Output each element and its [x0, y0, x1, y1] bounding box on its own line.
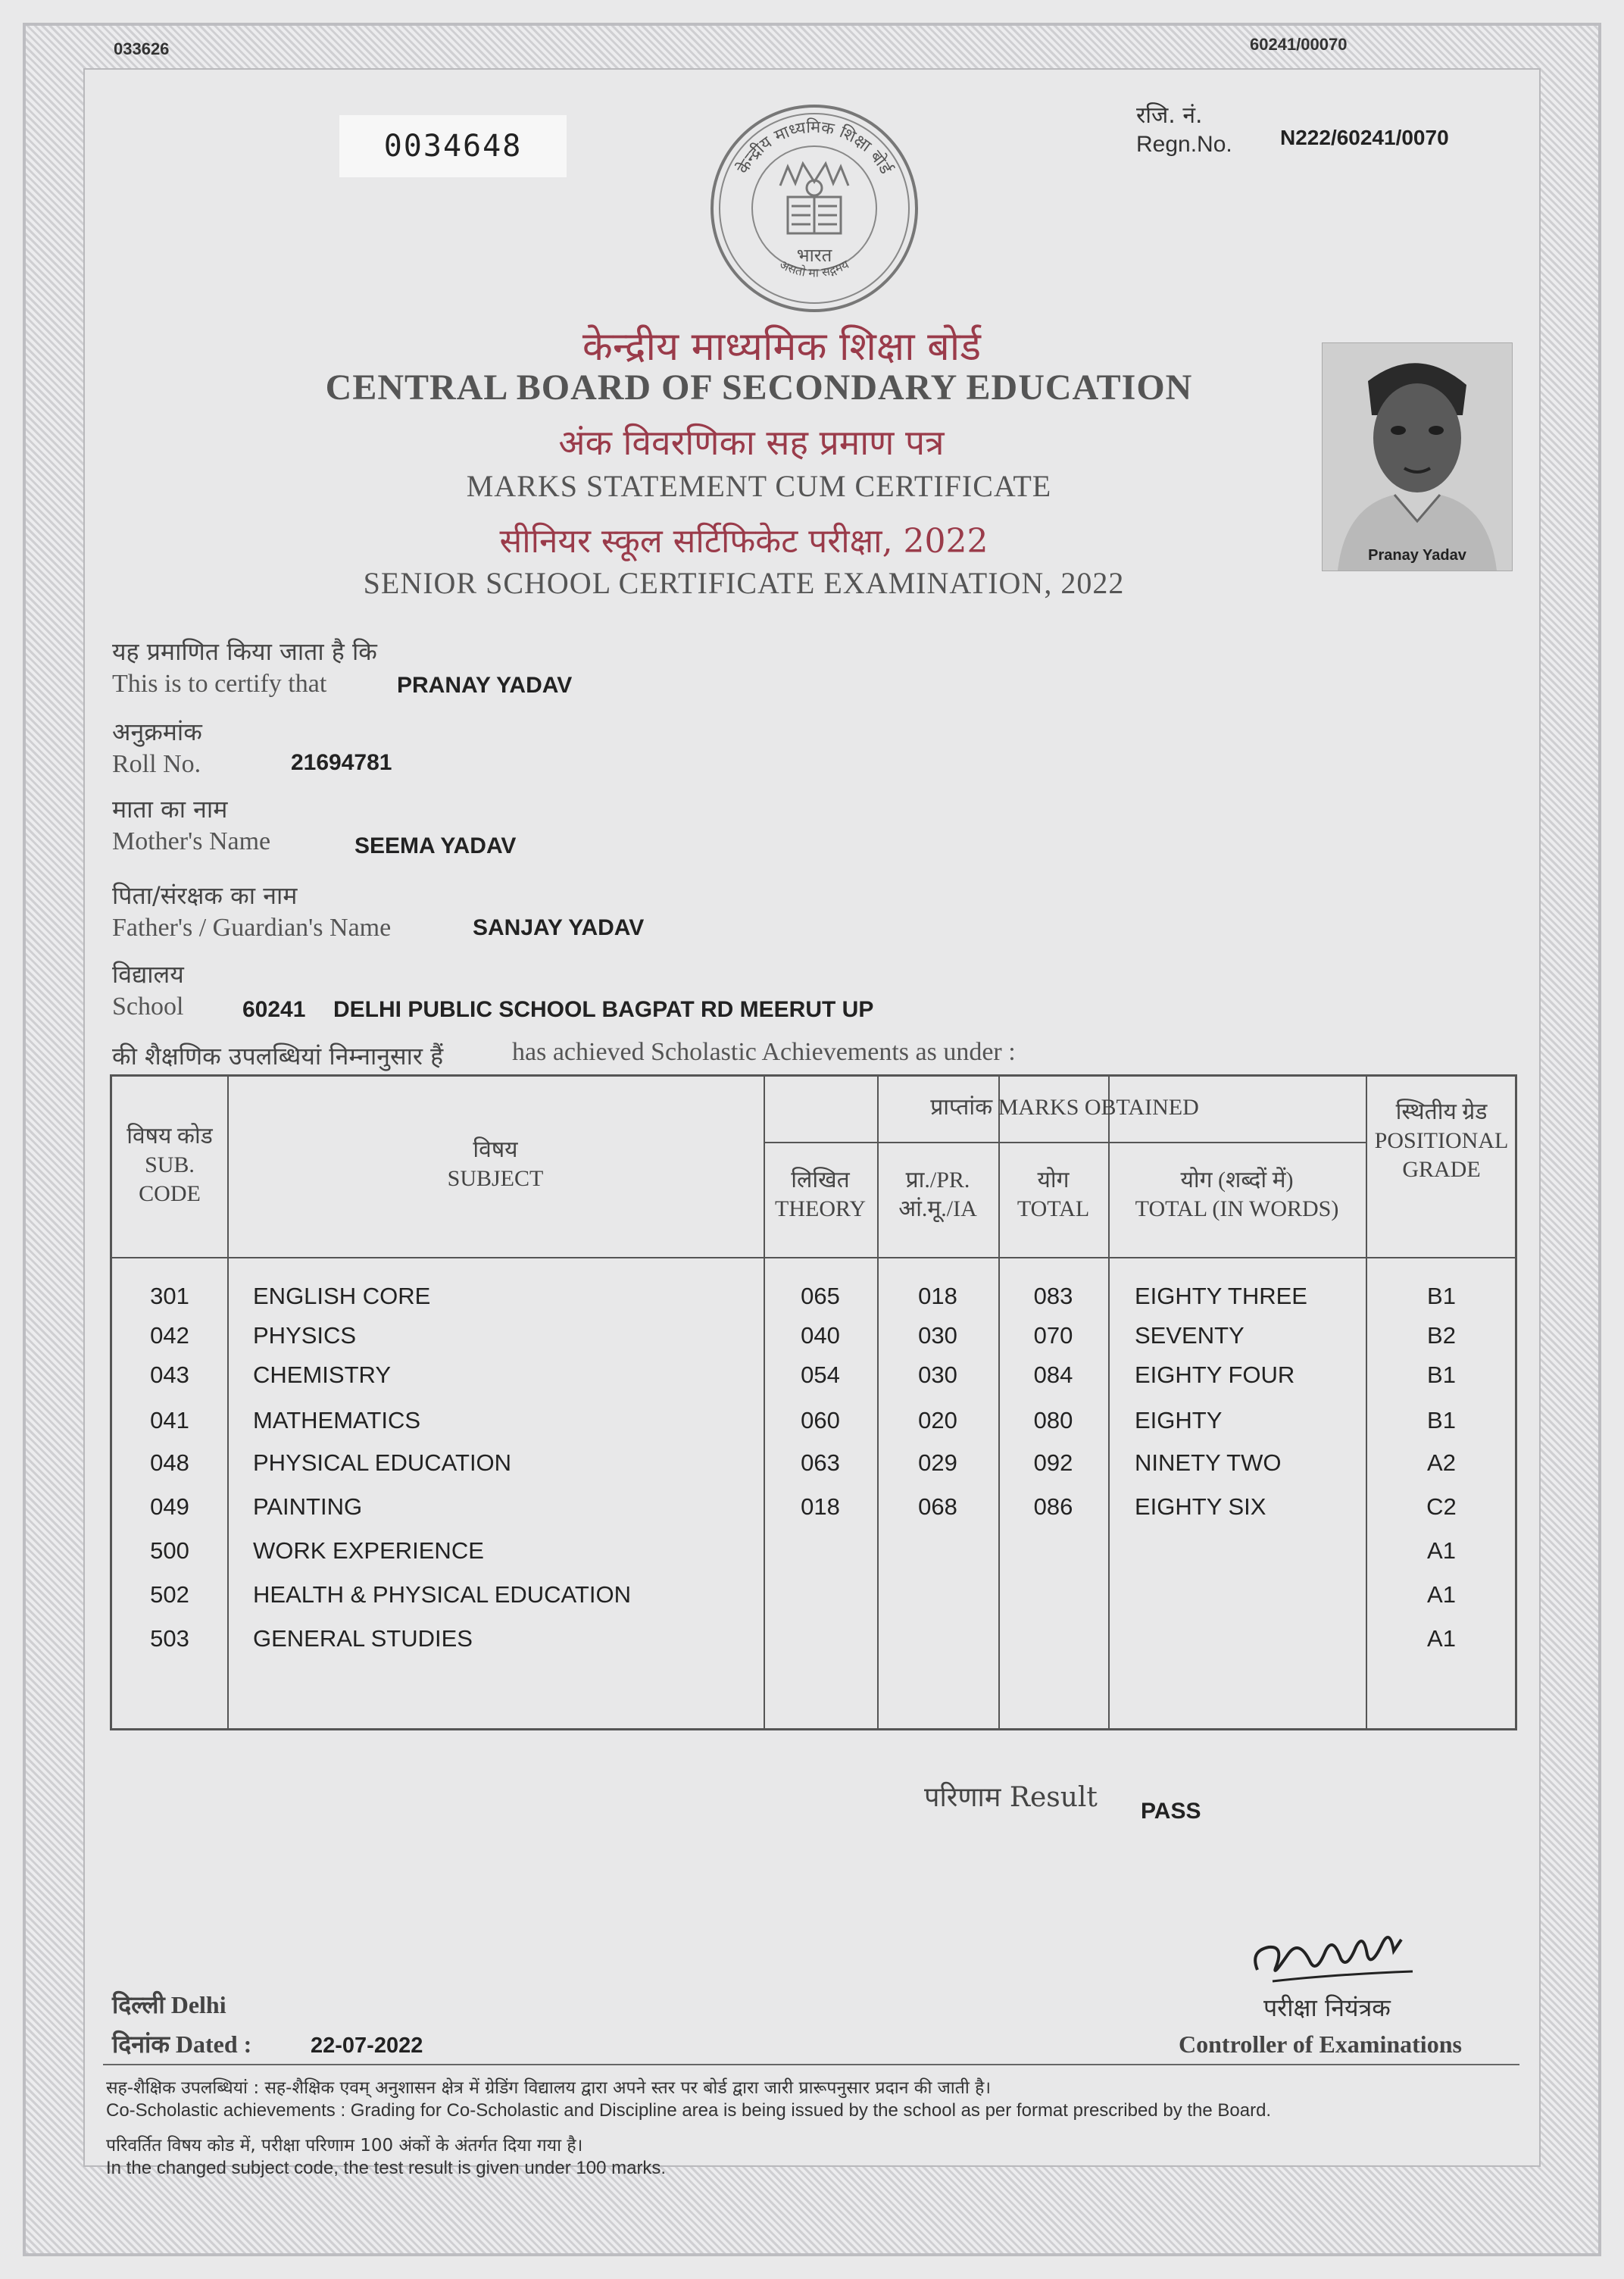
cell-grade: A2	[1427, 1449, 1456, 1476]
cell-practical: 029	[918, 1449, 957, 1476]
father-label: Father's / Guardian's Name	[112, 914, 392, 942]
cell-code: 503	[150, 1625, 189, 1652]
school-name: DELHI PUBLIC SCHOOL BAGPAT RD MEERUT UP	[333, 997, 874, 1022]
certificate-title-hindi: अंक विवरणिका सह प्रमाण पत्र	[558, 422, 945, 463]
cell-code: 301	[150, 1283, 189, 1309]
cell-name: PHYSICAL EDUCATION	[253, 1449, 512, 1476]
cell-name: GENERAL STUDIES	[253, 1625, 473, 1652]
cell-name: HEALTH & PHYSICAL EDUCATION	[253, 1581, 631, 1608]
person-photo-icon	[1323, 343, 1512, 571]
header-theory: लिखित THEORY	[775, 1168, 866, 1221]
controller-signature	[1242, 1909, 1424, 1993]
cell-theory: 018	[801, 1493, 840, 1520]
cell-name: PHYSICS	[253, 1322, 357, 1349]
board-name: CENTRAL BOARD OF SECONDARY EDUCATION	[325, 367, 1193, 408]
emblem-middle-text: भारत	[796, 245, 832, 266]
cell-theory: 063	[801, 1449, 840, 1476]
cell-code: 502	[150, 1581, 189, 1608]
marks-table	[110, 1074, 1517, 1730]
school-label-hindi: विद्यालय	[112, 960, 184, 989]
cell-code: 049	[150, 1493, 189, 1520]
cell-words: SEVENTY	[1135, 1322, 1245, 1349]
registration-number: N222/60241/0070	[1280, 126, 1449, 149]
dated-label: दिनांक Dated :	[112, 2030, 252, 2058]
photo-caption: Pranay Yadav	[1368, 547, 1466, 564]
cell-name: ENGLISH CORE	[253, 1283, 431, 1309]
roll-label: Roll No.	[112, 750, 201, 778]
cell-grade: B1	[1427, 1407, 1456, 1433]
result-label: परिणाम Result	[924, 1782, 1098, 1813]
header-marks-obtained: प्राप्तांक MARKS OBTAINED	[930, 1095, 1199, 1120]
cell-grade: A1	[1427, 1537, 1456, 1564]
cell-words: EIGHTY	[1135, 1407, 1223, 1433]
mother-label: Mother's Name	[112, 827, 271, 855]
emblem-bottom-text: असतो मा सद्गमय	[777, 257, 851, 280]
issue-date: 22-07-2022	[311, 2034, 423, 2058]
school-code: 60241	[242, 997, 306, 1022]
cell-practical: 020	[918, 1407, 957, 1433]
header-total-in-words: योग (शब्दों में) TOTAL (IN WORDS)	[1135, 1168, 1339, 1221]
cell-grade: A1	[1427, 1581, 1456, 1608]
cell-theory: 054	[801, 1361, 840, 1388]
header-positional-grade: स्थितीय ग्रेड POSITIONAL GRADE	[1374, 1099, 1509, 1182]
cell-words: EIGHTY THREE	[1135, 1283, 1307, 1309]
header-practical: प्रा./PR. आं.मू./IA	[898, 1168, 977, 1221]
cell-grade: B2	[1427, 1322, 1456, 1349]
footnote-2-hindi: परिवर्तित विषय कोड में, परीक्षा परिणाम 100 अंकों के अंतर्गत दिया गया है।	[106, 2136, 583, 2156]
cell-practical: 030	[918, 1322, 957, 1349]
board-name-hindi: केन्द्रीय माध्यमिक शिक्षा बोर्ड	[582, 324, 982, 370]
cell-code: 043	[150, 1361, 189, 1388]
cell-words: NINETY TWO	[1135, 1449, 1282, 1476]
cell-total: 083	[1033, 1283, 1073, 1309]
result-value: PASS	[1141, 1799, 1201, 1824]
cell-practical: 030	[918, 1361, 957, 1388]
cell-grade: B1	[1427, 1361, 1456, 1388]
exam-title: SENIOR SCHOOL CERTIFICATE EXAMINATION, 2022	[363, 566, 1125, 600]
certify-label-hindi: यह प्रमाणित किया जाता है कि	[112, 637, 377, 666]
cell-words: EIGHTY FOUR	[1135, 1361, 1295, 1388]
controller-label: Controller of Examinations	[1179, 2030, 1462, 2058]
student-name: PRANAY YADAV	[397, 673, 573, 698]
footnote-1: Co-Scholastic achievements : Grading for Co-Scholastic and Discipline area is being issued by the school as per format prescribed by the Board.	[106, 2100, 1272, 2121]
cell-grade: B1	[1427, 1283, 1456, 1309]
cbse-emblem-icon	[704, 98, 924, 318]
cell-theory: 065	[801, 1283, 840, 1309]
certify-label: This is to certify that	[112, 670, 327, 698]
serial-number-left: 033626	[114, 39, 170, 58]
mother-label-hindi: माता का नाम	[112, 795, 228, 824]
emblem-top-text: केन्द्रीय माध्यमिक शिक्षा बोर्ड	[733, 117, 895, 177]
cell-total: 092	[1033, 1449, 1073, 1476]
cell-theory: 040	[801, 1322, 840, 1349]
cell-total: 080	[1033, 1407, 1073, 1433]
cell-code: 500	[150, 1537, 189, 1564]
cell-code: 041	[150, 1407, 189, 1433]
place-label: दिल्ली Delhi	[112, 1991, 226, 2018]
footnote-2: In the changed subject code, the test result is given under 100 marks.	[106, 2158, 667, 2178]
registration-label: Regn.No.	[1136, 132, 1232, 157]
serial-number-right: 60241/00070	[1250, 35, 1348, 54]
cell-name: CHEMISTRY	[253, 1361, 392, 1388]
certificate-title: MARKS STATEMENT CUM CERTIFICATE	[466, 469, 1052, 503]
cell-grade: C2	[1426, 1493, 1457, 1520]
cell-practical: 018	[918, 1283, 957, 1309]
cell-total: 086	[1033, 1493, 1073, 1520]
roll-number: 21694781	[291, 750, 392, 775]
cell-total: 084	[1033, 1361, 1073, 1388]
footnote-1-hindi: सह-शैक्षिक उपलब्धियां : सह-शैक्षिक एवम् अनुशासन क्षेत्र में ग्रेडिंग विद्यालय द्वारा अपने स्तर पर बोर्ड द्वारा जारी प्रारूपनुसार प्रदान की जाती है।	[106, 2078, 992, 2098]
roll-label-hindi: अनुक्रमांक	[112, 717, 202, 746]
achievement-label-hindi: की शैक्षणिक उपलब्धियां निम्नानुसार हैं	[112, 1042, 444, 1071]
header-total: योग TOTAL	[1017, 1168, 1090, 1221]
school-label: School	[112, 993, 184, 1021]
achievement-label: has achieved Scholastic Achievements as under :	[512, 1038, 1016, 1066]
father-label-hindi: पिता/संरक्षक का नाम	[112, 881, 298, 910]
registration-label-hindi: रजि. नं.	[1136, 102, 1203, 129]
cell-name: MATHEMATICS	[253, 1407, 421, 1433]
father-name: SANJAY YADAV	[473, 915, 645, 940]
cell-total: 070	[1033, 1322, 1073, 1349]
mother-name: SEEMA YADAV	[354, 833, 517, 858]
cell-grade: A1	[1427, 1625, 1456, 1652]
document-number: 0034648	[339, 115, 567, 177]
cell-name: WORK EXPERIENCE	[253, 1537, 484, 1564]
svg-text:केन्द्रीय माध्यमिक शिक्षा बोर्	[733, 117, 896, 178]
header-sub-code: विषय कोड SUB. CODE	[126, 1124, 213, 1206]
cell-code: 042	[150, 1322, 189, 1349]
header-subject: विषय SUBJECT	[447, 1137, 544, 1191]
student-photo	[1322, 342, 1513, 571]
cell-theory: 060	[801, 1407, 840, 1433]
controller-label-hindi: परीक्षा नियंत्रक	[1263, 1993, 1391, 2022]
footer-divider	[103, 2064, 1519, 2065]
cell-name: PAINTING	[253, 1493, 363, 1520]
cell-words: EIGHTY SIX	[1135, 1493, 1266, 1520]
cell-code: 048	[150, 1449, 189, 1476]
exam-title-hindi: सीनियर स्कूल सर्टिफिकेट परीक्षा, 2022	[499, 522, 988, 561]
cell-practical: 068	[918, 1493, 957, 1520]
